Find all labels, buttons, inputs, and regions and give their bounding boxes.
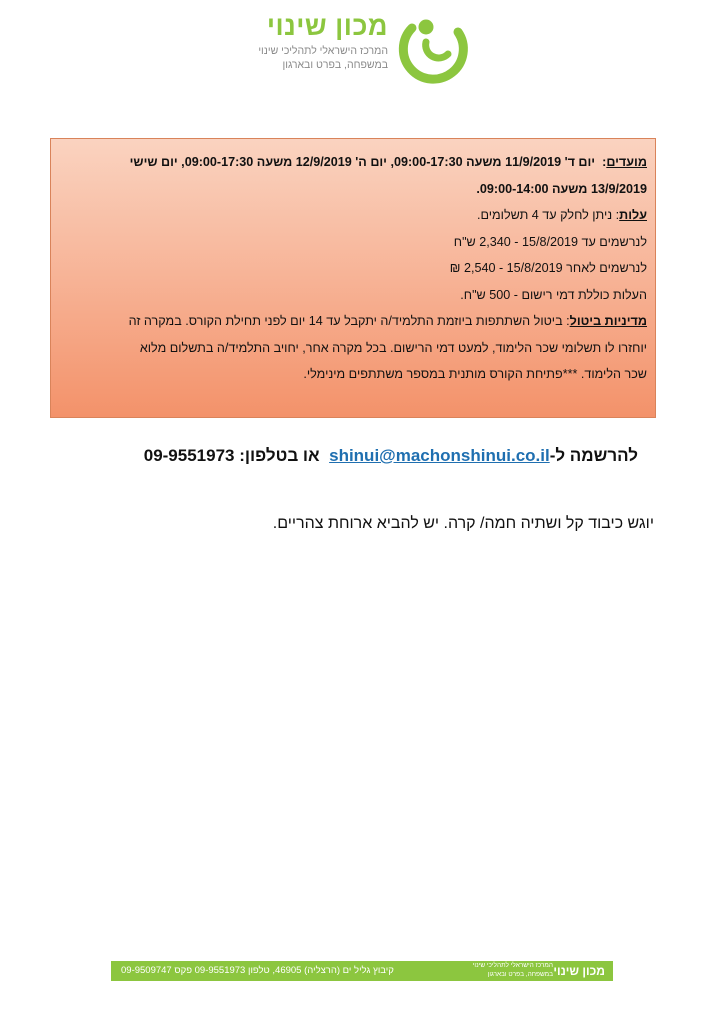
footer-tagline-1: המרכז הישראלי לתהליכי שינוי (472, 962, 553, 969)
cancel-line-2: יוחזרו לו תשלומי שכר הלימוד, למעט דמי הרישום. בכל מקרה אחר, יחויב התלמיד/ה בתשלום מלוא (139, 340, 647, 355)
costs-line-1: עלות: ניתן לחלק עד 4 תשלומים. (476, 208, 647, 222)
registration-line (78, 446, 638, 466)
logo-tagline-1: המרכז הישראלי לתהליכי שינוי (258, 45, 388, 57)
dates-text-1: יום ד' 11/9/2019 משעה 09:00-17:30, יום ה' 12/9/2019 משעה 09:00-17:30, יום שישי (129, 155, 596, 169)
email-link[interactable]: shinui@machonshinui.co.il (329, 446, 550, 465)
footer-contact: קיבוץ גליל ים (הרצליה) 46905, טלפון 09-9551973 פקס 09-9509747 (121, 965, 394, 976)
footer-tagline-2: במשפחה, בפרט ובארגון (487, 970, 553, 978)
refreshments-note: יוגש כיבוד קל ושתיה חמה/ קרה. יש להביא ארוחת צהריים. (272, 515, 654, 532)
costs-label: עלות (619, 208, 647, 222)
logo-name: מכון שינוי (266, 11, 388, 41)
cancel-text-1: ביטול השתתפות ביוזמת התלמיד/ה יתקבל עד 14 יום לפני תחילת הקורס. במקרה זה (128, 314, 563, 328)
machon-shinui-logo-icon (396, 10, 472, 86)
course-info-box (50, 138, 656, 418)
cancel-line-1: מדיניות ביטול: ביטול השתתפות ביוזמת התלמיד/ה יתקבל עד 14 יום לפני תחילת הקורס. במקרה זה (128, 314, 647, 328)
costs-line-4: העלות כוללת דמי רישום - 500 ש"ח. (460, 287, 647, 302)
registration-prefix: להרשמה ל- (549, 446, 638, 465)
logo-text (238, 8, 388, 72)
footer-tagline (463, 962, 553, 979)
dates-label: מועדים (606, 155, 647, 169)
footer-bar (111, 961, 613, 981)
cancel-line-3: שכר הלימוד. ***פתיחת הקורס מותנית במספר משתתפים מינימלי. (303, 367, 647, 381)
costs-line-3: לנרשמים לאחר 15/8/2019 - 2,540 ₪ (449, 261, 647, 275)
dates-line-2: 13/9/2019 משעה 09:00-14:00. (476, 181, 647, 196)
dates-line-1: מועדים: יום ד' 11/9/2019 משעה 09:00-17:30, יום ה' 12/9/2019 משעה 09:00-17:30, יום שישי (129, 155, 647, 169)
phone-label: או בטלפון: (239, 446, 320, 465)
logo-tagline-2: במשפחה, בפרט ובארגון (282, 59, 388, 71)
costs-line-2: לנרשמים עד 15/8/2019 - 2,340 ש"ח (453, 234, 647, 249)
cancel-label: מדיניות ביטול (569, 314, 647, 328)
logo (236, 8, 476, 88)
phone-number: 09-9551973 (143, 446, 235, 465)
footer-brand: מכון שינוי (553, 964, 605, 978)
costs-text-1: ניתן לחלק עד 4 תשלומים. (476, 208, 613, 222)
